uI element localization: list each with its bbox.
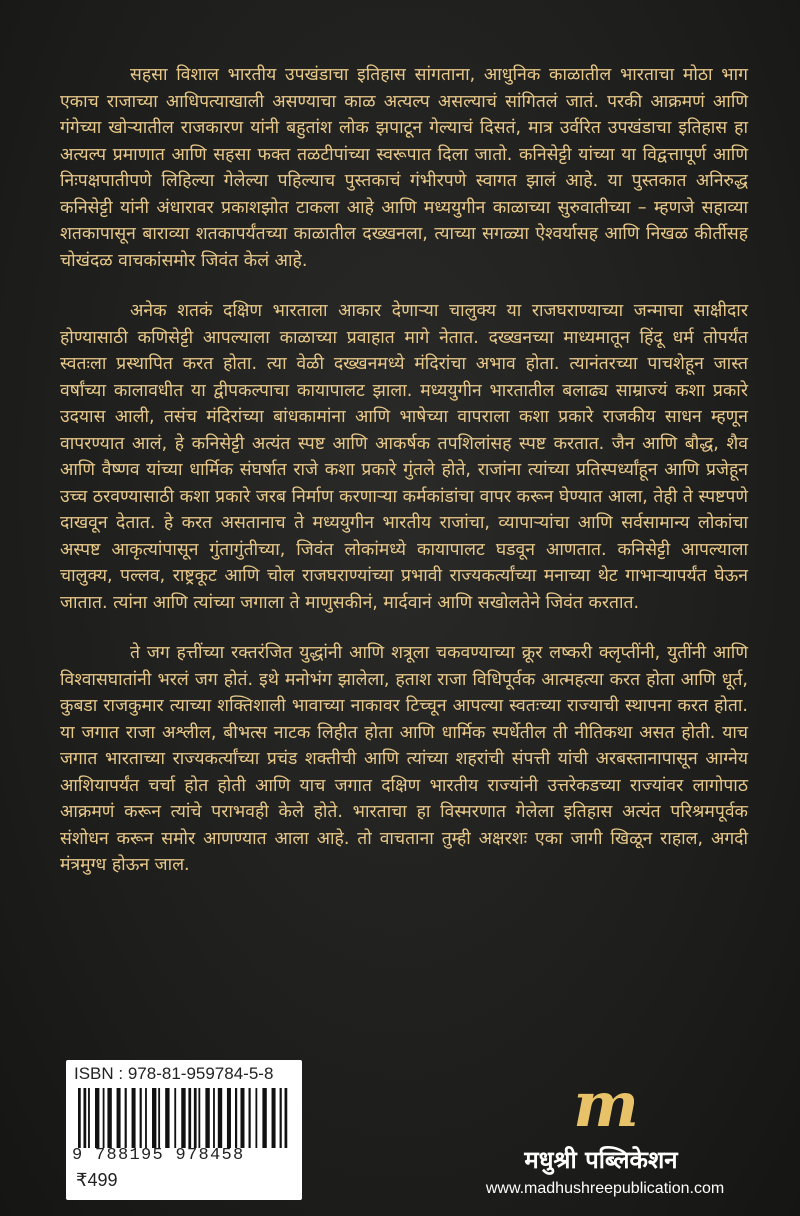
barcode-bar: [227, 1088, 231, 1148]
barcode-bar: [145, 1088, 147, 1148]
isbn-barcode-box: [66, 1060, 302, 1200]
barcode-bar: [198, 1088, 200, 1148]
barcode-bar: [255, 1088, 257, 1148]
barcode-bar: [103, 1088, 105, 1148]
logo-letter: m: [573, 1074, 639, 1138]
barcode-digits: 9 788195 978458: [72, 1146, 245, 1165]
barcode-bar: [107, 1088, 111, 1148]
blurb-paragraph-3: ते जग हत्तींच्या रक्तरंजित युद्धांनी आणि शत्रूला चकवण्याच्या क्रूर लष्करी क्लृप्तींनी, युतींनी आणि विश्वासघातांनी भरलं जग होतं. इथे मनोभंग झालेला, हताश राजा विधिपूर्वक आत्महत्या करत होता आणि धूर्त, कुबडा राजकुमार त्याच्या शक्तिशाली भावाच्या नाकावर टिच्चून आपल्या स्वतःच्या राज्याची स्थापना करत होता. या जगात राजा अश्लील, बीभत्स नाटक लिहीत होता आणि धार्मिक स्पर्धेतील ती नीतिकथा असत होती. याच जगात भारताच्या राज्यकर्त्यांच्या प्रचंड शक्तीची आणि त्यांच्या शहरांची संपत्ती यांची अरबस्तानापासून आग्नेय आशियापर्यंत चर्चा होत होती आणि याच जगात दक्षिण भारतीय राज्यांनी उत्तरेकडच्या राज्यांवर लागोपाठ आक्रमणं करून त्यांचे पराभवही केले होते. भारताचा हा विस्मरणात गेलेला इतिहास अत्यंत परिश्रमपूर्वक संशोधन करून समोर आणण्यात आला आहे. तो वाचताना तुम्ही अक्षरशः एका जागी खिळून राहाल, अगदी मंत्रमुग्ध होऊन जाल.: [60, 643, 748, 875]
barcode-bar: [158, 1088, 160, 1148]
barcode: [76, 1088, 292, 1148]
barcode-bar: [78, 1088, 81, 1148]
barcode-bar: [218, 1088, 222, 1148]
barcode-bar: [132, 1088, 136, 1148]
blurb-paragraph-1: सहसा विशाल भारतीय उपखंडाचा इतिहास सांगताना, आधुनिक काळातील भारताचा मोठा भाग एकाच राजाच्या आधिपत्याखाली असण्याचा काळ अत्यल्प असल्याचं सांगितलं जातं. परकी आक्रमणं आणि गंगेच्या खोऱ्यातील राजकारण यांनी बहुतांश लोक झपाटून गेल्याचं दिसतं, मात्र उर्वरित उपखंडाचा इतिहास हा अत्यल्प प्रमाणात आणि सहसा फक्त तळटीपांच्या स्वरूपात दिला जातो. कनिसेट्टी यांच्या या विद्वत्तापूर्ण आणि निःपक्षपातीपणे लिहिल्या गेलेल्या पहिल्याच पुस्तकाचं गंभीरपणे स्वागत झालं आहे. या पुस्तकात अनिरुद्ध कनिसेट्टी यांनी अंधारावर प्रकाशझोत टाकला आहे आणि मध्ययुगीन काळाच्या सुरुवातीच्या – म्हणजे सहाव्या शतकापासून बाराव्या शतकापर्यंतच्या काळातील दख्खनला, त्याच्या सगळ्या ऐश्वर्यासह आणि निखळ कीर्तीसह चोखंदळ वाचकांसमोर जिवंत केलं आहे.: [60, 65, 748, 271]
barcode-bar: [280, 1088, 282, 1148]
barcode-bar: [95, 1088, 99, 1148]
barcode-bar: [88, 1088, 90, 1148]
barcode-bar: [125, 1088, 127, 1148]
barcode-bar: [285, 1088, 288, 1148]
barcode-bar: [165, 1088, 169, 1148]
blurb-paragraph-2: अनेक शतकं दक्षिण भारताला आकार देणाऱ्या चालुक्य या राजघराण्याच्या जन्माचा साक्षीदार होण्यासाठी कणिसेट्टी आपल्याला काळाच्या प्रवाहात मागे नेतात. दख्खनच्या माध्यमातून हिंदू धर्म तोपर्यंत स्वतःला प्रस्थापित करत होता. त्या वेळी दख्खनमध्ये मंदिरांचा अभाव होता. त्यानंतरच्या पाचशेहून जास्त वर्षांच्या कालावधीत या द्वीपकल्पाचा कायापालट झाला. मध्ययुगीन भारतातील बलाढ्य साम्राज्यं कशा प्रकारे उदयास आली, तसंच मंदिरांच्या बांधकामांना आणि भाषेच्या वापराला कशा प्रकारे राजकीय साधन म्हणून वापरण्यात आलं, हे कनिसेट्टी अत्यंत स्पष्ट आणि आकर्षक तपशिलांसह स्पष्ट करतात. जैन आणि बौद्ध, शैव आणि वैष्णव यांच्या धार्मिक संघर्षात राजे कशा प्रकारे गुंतले होते, राजांना त्यांच्या प्रतिस्पर्ध्यांहून आणि प्रजेहून उच्च ठरवण्यासाठी कशा प्रकारे जरब निर्माण करणाऱ्या कर्मकांडांचा वापर करून घेण्यात आला, तेही ते स्पष्टपणे दाखवून देतात. हे करत असतानाच ते मध्ययुगीन भारतीय राजांचा, व्यापाऱ्यांचा आणि सर्वसामान्य लोकांचा अस्पष्ट आकृत्यांपासून गुंतागुंतीच्या, जिवंत लोकांमध्ये कायापालट घडवून आणतात. कनिसेट्टी आपल्याला चालुक्य, पल्लव, राष्ट्रकूट आणि चोल राजघराण्यांच्या प्रभावी राज्यकर्त्यांच्या मनाच्या थेट गाभाऱ्यापर्यंत घेऊन जातात. त्यांना आणि त्यांच्या जगाला ते माणुसकीनं, मार्दवानं आणि सखोलतेने जिवंत करतात.: [60, 301, 748, 613]
barcode-bar: [249, 1088, 251, 1148]
publisher-url: www.madhushreepublication.com: [485, 1180, 725, 1197]
barcode-bar: [205, 1088, 209, 1148]
price: ₹499: [76, 1170, 118, 1190]
barcode-bar: [83, 1088, 86, 1148]
barcode-bar: [152, 1088, 156, 1148]
barcode-bar: [235, 1088, 237, 1148]
barcode-bar: [262, 1088, 266, 1148]
barcode-bar: [272, 1088, 276, 1148]
barcode-bar: [188, 1088, 191, 1148]
publisher-logo-icon: [570, 1074, 642, 1138]
publisher-name: मधुश्री पब्लिकेशन: [524, 1146, 678, 1174]
barcode-bar: [213, 1088, 215, 1148]
barcode-bar: [194, 1088, 197, 1148]
isbn-label: ISBN : 978-81-959784-5-8: [74, 1064, 274, 1083]
barcode-bar: [117, 1088, 121, 1148]
barcode-bar: [140, 1088, 142, 1148]
barcode-bar: [174, 1088, 176, 1148]
barcode-bar: [181, 1088, 185, 1148]
barcode-bar: [240, 1088, 244, 1148]
blurb: [60, 62, 748, 903]
